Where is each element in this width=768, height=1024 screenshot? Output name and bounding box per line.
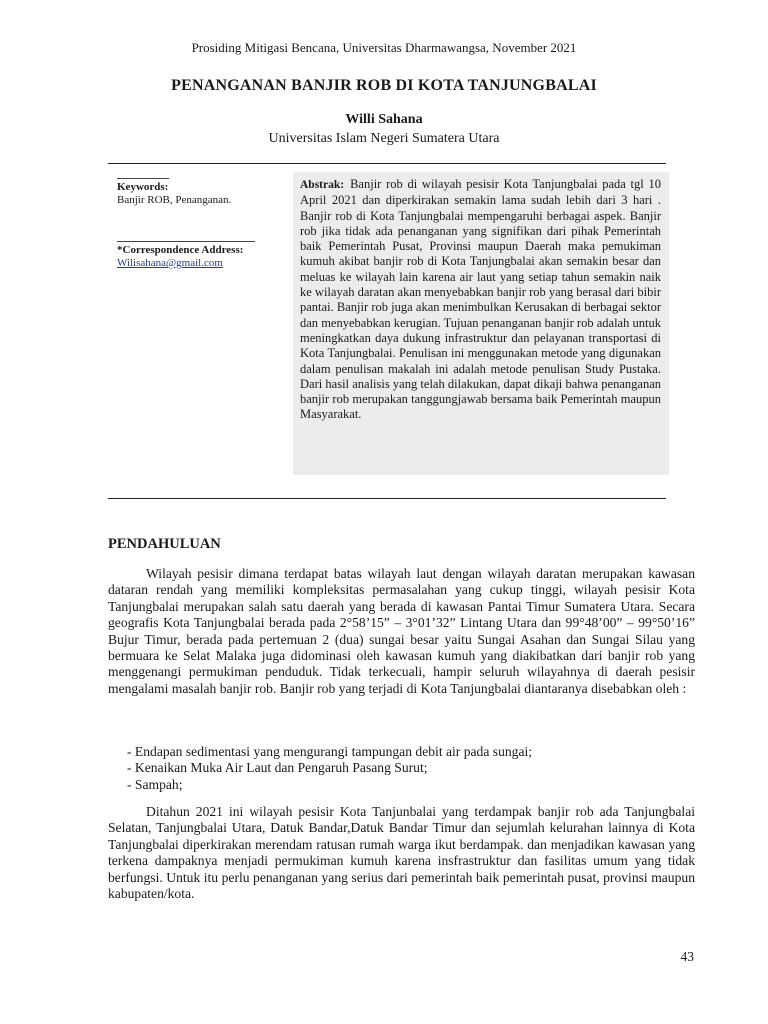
paragraph-intro: Wilayah pesisir dimana terdapat batas wilayah laut dengan wilayah daratan merupakan kawasan dataran rendah yang memiliki kompleksitas permasalahan yang cukup tinggi, wilayah pesisir Kota Tanjungbalai merupakan salah satu daerah yang berada di kawasan Pantai Timur Sumatera Utara. Secara geografis Kota Tanjungbalai berada pada 2°58’15” – 3°01’32” Lintang Utara dan 99°48’00” – 99°50’16” Bujur Timur, berada pada pertemuan 2 (dua) sungai besar yaitu Sungai Asahan dan Sungai Silau yang bermuara ke Selat Malaka juga didominasi oleh kawasan kumuh yang diakibatkan dari banjir rob yang menggenangi permukiman penduduk. Tidak terkecuali, hampir seluruh wilayahnya di daerah pesisir mengalami masalah banjir rob. Banjir rob yang terjadi di Kota Tanjungbalai diantaranya disebabkan oleh : (108, 566, 695, 696)
bottom-divider (108, 498, 666, 499)
paragraph-impact: Ditahun 2021 ini wilayah pesisir Kota Tanjunbalai yang terdampak banjir rob ada Tanjungbalai Selatan, Tanjungbalai Utara, Datuk Bandar,Datuk Bandar Timur dan sejumlah kelurahan lainnya di Kota Tanjungbalai diperkirakan merendam ratusan rumah warga ikut berdampak. dan menjadikan kawasan yang terkena dampaknya menjadi permukiman kumuh karena insfrastruktur dan fasilitas umum yang tidak berfungsi. Untuk itu perlu penanganan yang serius dari pemerintah baik pemerintah pusat, provinsi maupun kabupaten/kota. (108, 804, 695, 902)
article-info-sidebar (117, 178, 257, 270)
author-affiliation: Universitas Islam Negeri Sumatera Utara (268, 131, 500, 146)
abstract-text: Banjir rob di wilayah pesisir Kota Tanjungbalai pada tgl 10 April 2021 dan diperkirakan semakin lama sudah lebih dari 3 hari . Banjir rob di Kota Tanjungbalai mempengaruhi berbagai aspek. Banjir rob jika tidak ada penanganan yang signifikan dari pihak Pemerintah baik Pemerintah Pusat, Provinsi maupun Daerah maka pemukiman kumuh akibat banjir rob di Kota Tanjungbalai akan semakin besar dan meluas ke wilayah lain karena air laut yang setiap tahun semakin naik ke wilayah daratan akan menyebabkan banjir rob yang berasal dari bibir pantai. Banjir rob juga akan menimbulkan Kerusakan di berbagai sektor dan menyebabkan kerugian. Tujuan penanganan banjir rob adalah untuk meningkatkan daya dukung infrastruktur dan pelayanan transportasi di Kota Tanjungbalai. Penulisan ini menggunakan metode yang digunakan dalam penulisan makalah ini adalah metode penulisan Study Pustaka. Dari hasil analisis yang telah dilakukan, dapat dikaji bahwa penanganan banjir rob merupakan tanggungjawab bersama baik Pemerintah maupun Masyarakat. (300, 177, 661, 422)
section-title: PENDAHULUAN (108, 536, 221, 552)
list-item: - Kenaikan Muka Air Laut dan Pengaruh Pasang Surut; (127, 760, 428, 776)
list-item: - Sampah; (127, 776, 183, 792)
author-name: Willi Sahana (345, 112, 423, 127)
keywords-label: Keywords: (117, 181, 169, 193)
page-number: 43 (680, 949, 694, 964)
correspondence-email-link[interactable]: Wilisahana@gmail.com (117, 257, 223, 269)
paper-title: PENANGANAN BANJIR ROB DI KOTA TANJUNGBALAI (171, 77, 597, 94)
top-divider (108, 163, 666, 164)
abstract-label: Abstrak: (300, 179, 345, 191)
abstract (300, 177, 661, 423)
keywords-divider (117, 178, 169, 179)
list-item: - Endapan sedimentasi yang mengurangi tampungan debit air pada sungai; (127, 744, 533, 759)
causes-list (127, 744, 532, 793)
running-head: Prosiding Mitigasi Bencana, Universitas Dharmawangsa, November 2021 (191, 40, 577, 55)
correspondence-label: *Correspondence Address: (117, 244, 244, 256)
keywords-value: Banjir ROB, Penanganan. (117, 194, 232, 206)
correspondence-divider (117, 241, 255, 242)
